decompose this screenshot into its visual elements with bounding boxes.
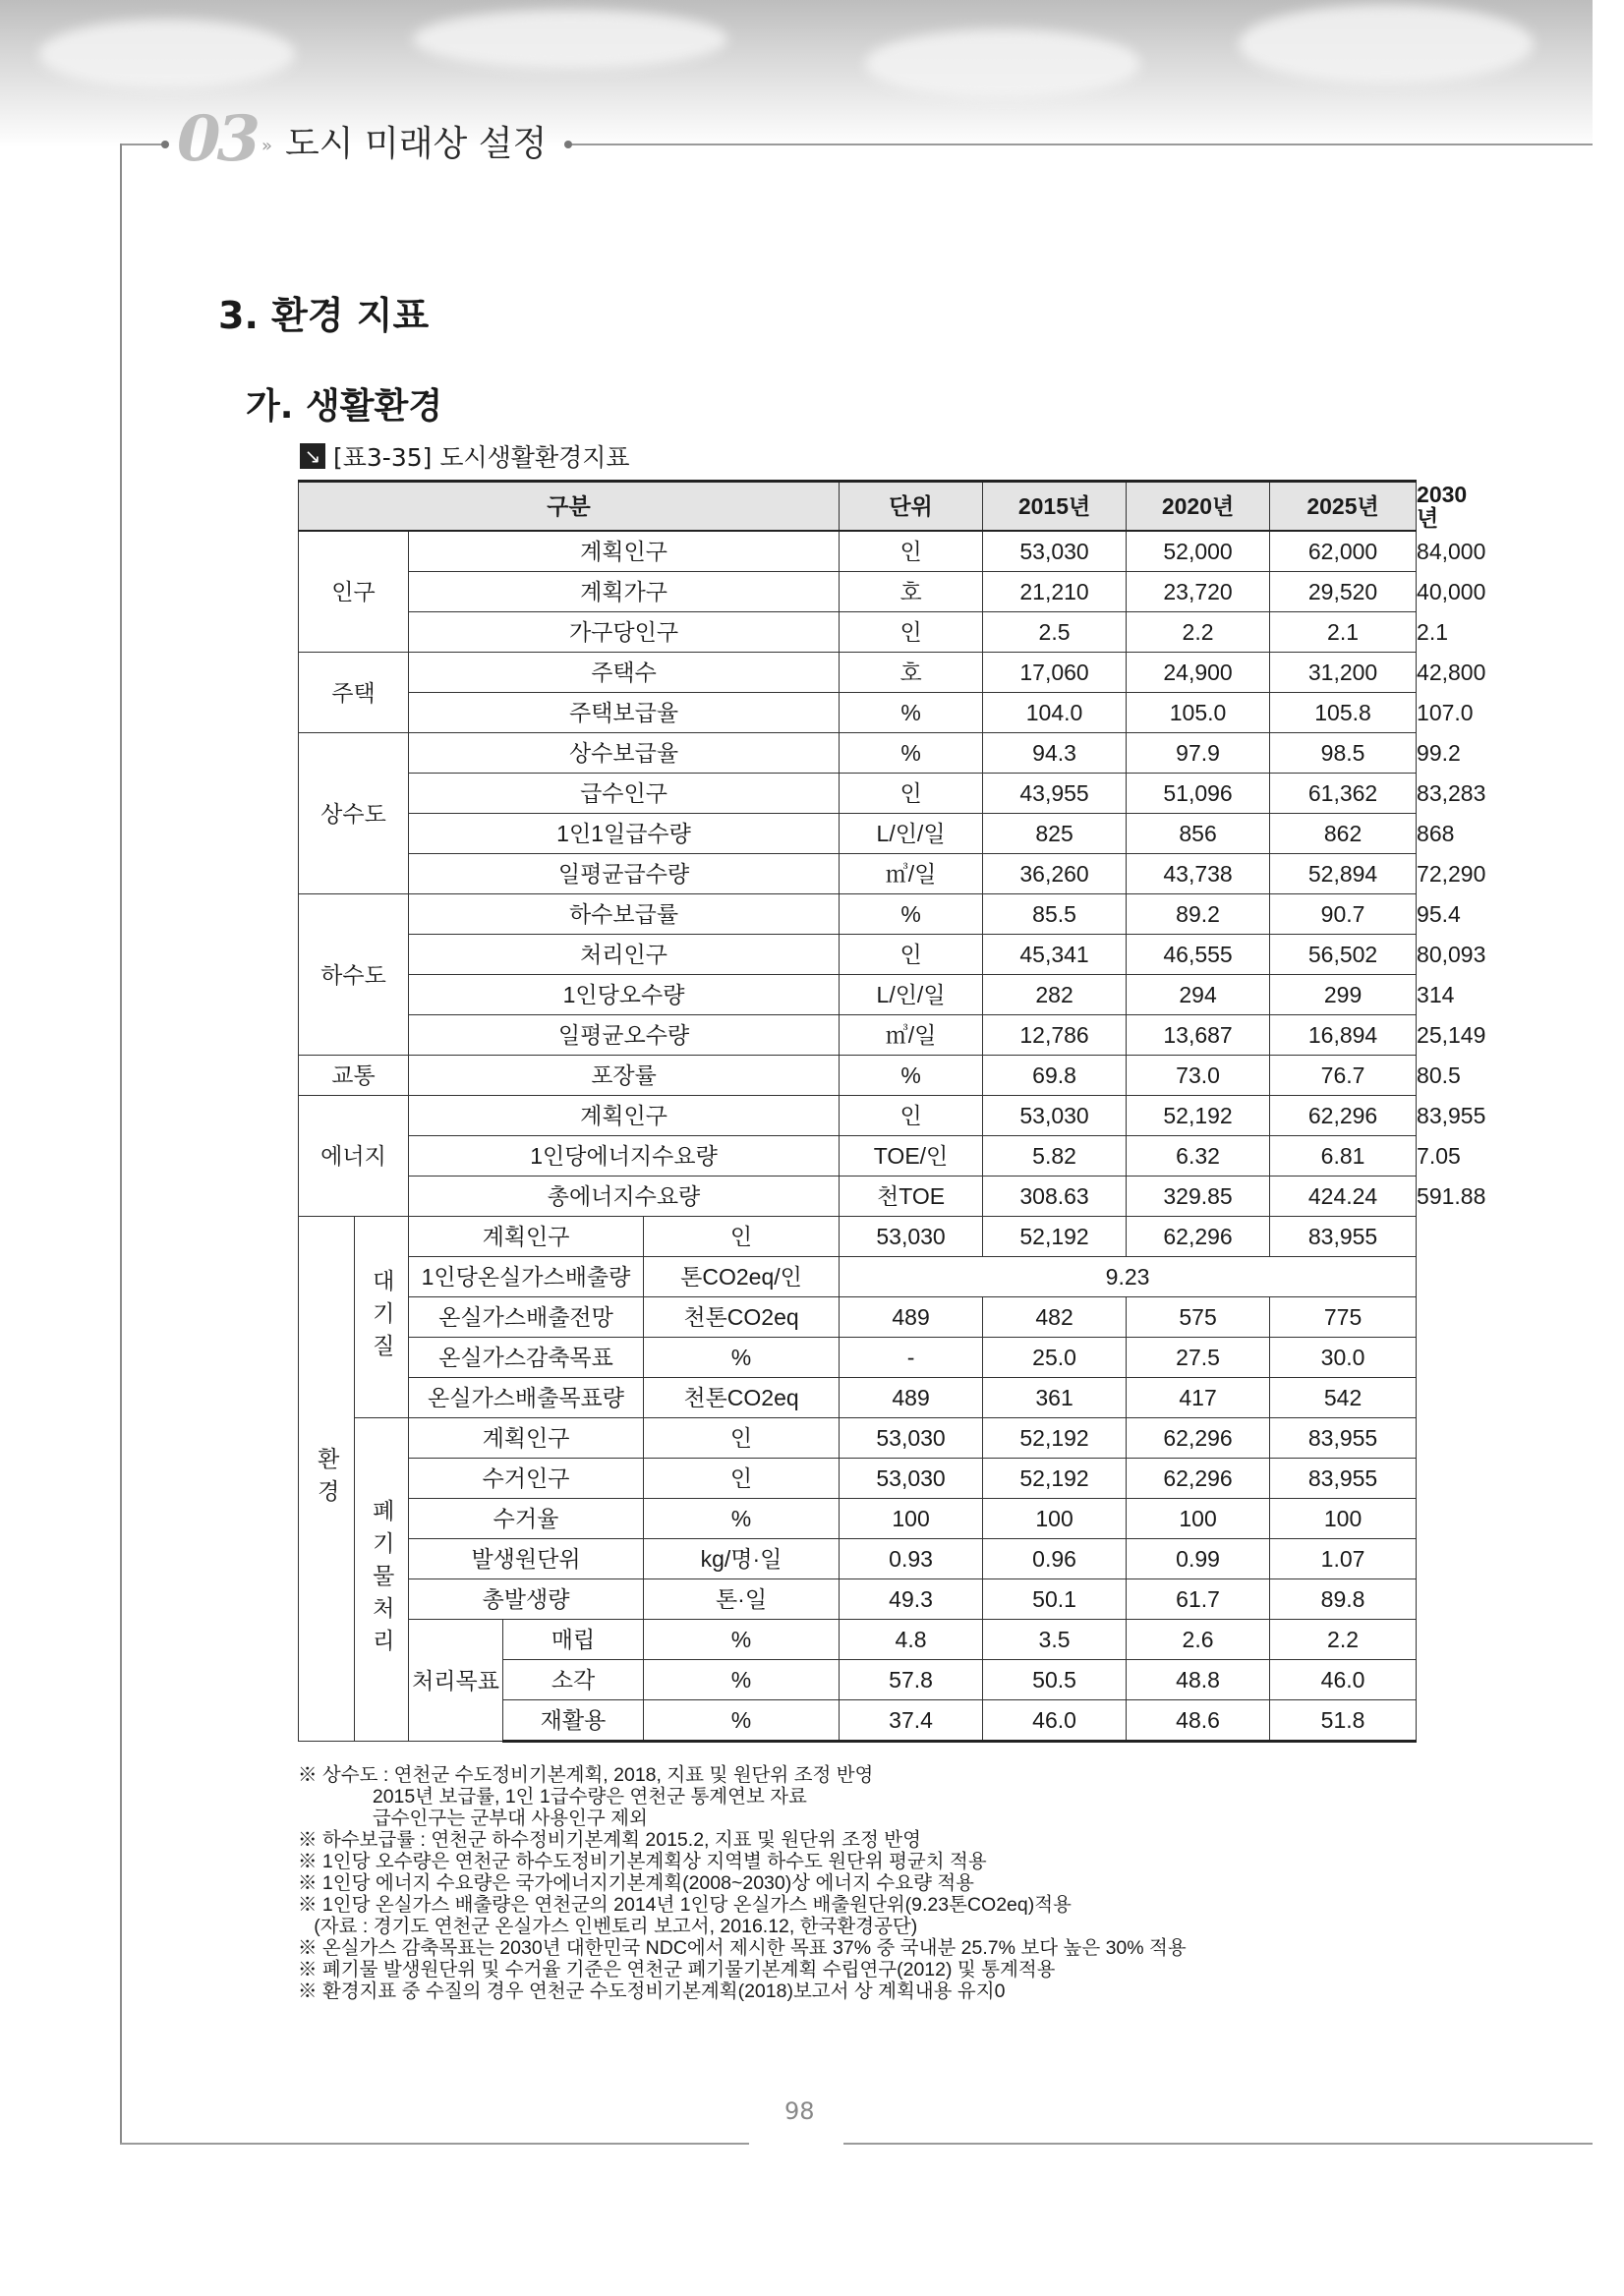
row-value: 575: [1127, 1297, 1270, 1338]
subsection-heading: 가. 생활환경: [246, 386, 443, 427]
row-value: 69.8: [983, 1056, 1127, 1096]
row-value: 29,520: [1270, 572, 1417, 612]
row-value: 73.0: [1127, 1056, 1270, 1096]
row-value: 2.2: [1270, 1620, 1417, 1660]
group-label-traffic: 교통: [299, 1056, 409, 1096]
row-unit: 인: [840, 612, 983, 653]
group-label-environment: 환경: [299, 1217, 355, 1742]
row-value: 53,030: [983, 531, 1127, 572]
row-value: 46.0: [1270, 1660, 1417, 1700]
row-value: 62,296: [1270, 1096, 1417, 1136]
row-value: 56,502: [1270, 935, 1417, 975]
row-value: 2.2: [1127, 612, 1270, 653]
row-value: 45,341: [983, 935, 1127, 975]
row-value: 104.0: [983, 693, 1127, 733]
row-value: 94.3: [983, 733, 1127, 774]
row-item-label: 가구당인구: [409, 612, 840, 653]
page-number: 98: [784, 2097, 815, 2125]
row-unit: %: [644, 1700, 840, 1742]
row-item-label: 처리인구: [409, 935, 840, 975]
row-unit: 인: [644, 1459, 840, 1499]
row-value: 21,210: [983, 572, 1127, 612]
row-value: 23,720: [1127, 572, 1270, 612]
frame-line: [570, 144, 1593, 145]
footnote-line: ※ 환경지표 중 수질의 경우 연천군 수도정비기본계획(2018)보고서 상 계획내용 유지0: [298, 1980, 1006, 2002]
row-unit: kg/명·일: [644, 1539, 840, 1579]
table-row: 일평균오수량 ㎥/일 12,786 13,687 16,894 25,149: [299, 1015, 1417, 1056]
row-item-label: 주택수: [409, 653, 840, 693]
row-item-label: 일평균오수량: [409, 1015, 840, 1056]
row-unit: 천톤CO2eq: [644, 1378, 840, 1418]
table-row: 1인당에너지수요량 TOE/인 5.82 6.32 6.81 7.05: [299, 1136, 1417, 1177]
row-value: 53,030: [840, 1459, 983, 1499]
row-unit: ㎥/일: [840, 1015, 983, 1056]
row-item-label: 온실가스배출목표량: [409, 1378, 644, 1418]
footnotes: [298, 1764, 1478, 2002]
row-value: 105.8: [1270, 693, 1417, 733]
row-value: 51.8: [1270, 1700, 1417, 1742]
row-value: 4.8: [840, 1620, 983, 1660]
table-row: 처리인구 인 45,341 46,555 56,502 80,093: [299, 935, 1417, 975]
chapter-number: 03: [177, 102, 258, 176]
row-unit: 인: [840, 774, 983, 814]
row-value: 90.7: [1270, 894, 1417, 935]
row-item-label: 1인1일급수량: [409, 814, 840, 854]
table-row: 급수인구 인 43,955 51,096 61,362 83,283: [299, 774, 1417, 814]
row-value: 27.5: [1127, 1338, 1270, 1378]
table-row: [299, 1257, 1417, 1297]
row-value: 50.1: [983, 1579, 1127, 1620]
row-value: 299: [1270, 975, 1417, 1015]
row-value: 308.63: [983, 1177, 1127, 1217]
table-header-row: 구분 단위 2015년 2020년 2025년 2030년: [299, 482, 1417, 532]
row-value: 482: [983, 1297, 1127, 1338]
header-2025: 2025년: [1270, 482, 1417, 532]
row-value: 1.07: [1270, 1539, 1417, 1579]
group-label-energy: 에너지: [299, 1096, 409, 1217]
row-value: 52,192: [983, 1459, 1127, 1499]
row-value: 100: [1127, 1499, 1270, 1539]
row-value: 3.5: [983, 1620, 1127, 1660]
row-value: 24,900: [1127, 653, 1270, 693]
row-item-label: 하수보급률: [409, 894, 840, 935]
table-row: 1인당오수량 L/인/일 282 294 299 314: [299, 975, 1417, 1015]
row-value: 43,738: [1127, 854, 1270, 894]
row-value: 424.24: [1270, 1177, 1417, 1217]
row-value: 52,894: [1270, 854, 1417, 894]
table-caption-text: [표3-35] 도시생활환경지표: [333, 443, 630, 472]
row-value: 5.82: [983, 1136, 1127, 1177]
row-item-label: 온실가스감축목표: [409, 1338, 644, 1378]
row-unit: 인: [840, 935, 983, 975]
table-row: [299, 1217, 1417, 1257]
row-unit: ㎥/일: [840, 854, 983, 894]
row-value: 43,955: [983, 774, 1127, 814]
row-unit: 인: [644, 1418, 840, 1459]
table-caption: [300, 438, 630, 474]
row-value: 53,030: [840, 1418, 983, 1459]
frame-line: [122, 144, 165, 145]
row-item-label: 매립: [503, 1620, 644, 1660]
row-unit: %: [840, 693, 983, 733]
row-value: 62,000: [1270, 531, 1417, 572]
row-unit: %: [840, 894, 983, 935]
table-row: 인구 계획인구 인 53,030 52,000 62,000 84,000: [299, 531, 1417, 572]
row-unit: 인: [840, 531, 983, 572]
row-item-label: 일평균급수량: [409, 854, 840, 894]
footnote-line: ※ 온실가스 감축목표는 2030년 대한민국 NDC에서 제시한 목표 37% 중 국내분 25.7% 보다 높은 30% 적용: [298, 1937, 1187, 1959]
row-value: 50.5: [983, 1660, 1127, 1700]
row-unit: 인: [644, 1217, 840, 1257]
footnote-line: 급수인구는 군부대 사용인구 제외: [298, 1808, 648, 1829]
table-row: [299, 1297, 1417, 1338]
bullet-dot: [161, 141, 169, 148]
row-value: 49.3: [840, 1579, 983, 1620]
row-item-label: 상수보급율: [409, 733, 840, 774]
group-label-population: 인구: [299, 531, 409, 653]
row-item-label: 계획인구: [409, 1217, 644, 1257]
row-unit: %: [644, 1620, 840, 1660]
row-value: 62,296: [1127, 1459, 1270, 1499]
row-value: 46,555: [1127, 935, 1270, 975]
row-item-label: 계획인구: [409, 1096, 840, 1136]
row-unit: 인: [840, 1096, 983, 1136]
row-value: 53,030: [983, 1096, 1127, 1136]
row-unit: 천TOE: [840, 1177, 983, 1217]
frame-line: [120, 144, 122, 2143]
row-unit: %: [644, 1499, 840, 1539]
row-value: 17,060: [983, 653, 1127, 693]
row-value: 62,296: [1127, 1418, 1270, 1459]
row-value: 361: [983, 1378, 1127, 1418]
row-item-label: 급수인구: [409, 774, 840, 814]
footnote-line: ※ 1인당 온실가스 배출량은 연천군의 2014년 1인당 온실가스 배출원단위(9.23톤CO2eq)적용: [298, 1894, 1072, 1916]
row-value: 30.0: [1270, 1338, 1417, 1378]
row-value: 856: [1127, 814, 1270, 854]
row-value: 52,192: [983, 1217, 1127, 1257]
table-row: [299, 1620, 1417, 1660]
row-item-label: 1인당에너지수요량: [409, 1136, 840, 1177]
group-label-housing: 주택: [299, 653, 409, 733]
row-value: 57.8: [840, 1660, 983, 1700]
row-value: 98.5: [1270, 733, 1417, 774]
footnote-line: ※ 폐기물 발생원단위 및 수거율 기준은 연천군 폐기물기본계획 수립연구(2012) 및 통계적용: [298, 1959, 1056, 1980]
row-unit: TOE/인: [840, 1136, 983, 1177]
group-label-air: 대기질: [355, 1217, 409, 1418]
arrow-down-right-icon: ↘: [300, 443, 325, 469]
row-value: 52,192: [983, 1418, 1127, 1459]
row-item-label: 계획인구: [409, 1418, 644, 1459]
row-value: 0.93: [840, 1539, 983, 1579]
row-value: -: [840, 1338, 983, 1378]
row-item-label: 1인당온실가스배출량: [409, 1257, 644, 1297]
row-value: 16,894: [1270, 1015, 1417, 1056]
row-value: 37.4: [840, 1700, 983, 1742]
row-item-label: 수거인구: [409, 1459, 644, 1499]
row-value: 2.1: [1270, 612, 1417, 653]
row-value: 89.2: [1127, 894, 1270, 935]
row-value: 100: [983, 1499, 1127, 1539]
row-item-label: 온실가스배출전망: [409, 1297, 644, 1338]
row-unit: L/인/일: [840, 975, 983, 1015]
row-value: 329.85: [1127, 1177, 1270, 1217]
table-row: [299, 1418, 1417, 1459]
row-value: 12,786: [983, 1015, 1127, 1056]
bullet-dot: [564, 141, 572, 148]
row-value: 31,200: [1270, 653, 1417, 693]
row-value: 417: [1127, 1378, 1270, 1418]
row-item-label: 계획인구: [409, 531, 840, 572]
row-unit: 천톤CO2eq: [644, 1297, 840, 1338]
row-value: 62,296: [1127, 1217, 1270, 1257]
row-value: 52,192: [1127, 1096, 1270, 1136]
row-value: 97.9: [1127, 733, 1270, 774]
row-value: 53,030: [840, 1217, 983, 1257]
frame-line: [120, 2143, 749, 2145]
group-label-waste: 폐기물처리: [355, 1418, 409, 1742]
row-value: 2.6: [1127, 1620, 1270, 1660]
table-row: [299, 1459, 1417, 1499]
row-value: 489: [840, 1378, 983, 1418]
row-unit: %: [644, 1660, 840, 1700]
row-value: 48.8: [1127, 1660, 1270, 1700]
row-value-merged: 9.23: [840, 1257, 1417, 1297]
table-row: [299, 1539, 1417, 1579]
section-heading: 3. 환경 지표: [218, 294, 430, 337]
header-category: 구분: [299, 482, 840, 532]
group-label-treatment: 처리목표: [409, 1620, 503, 1742]
footnote-line: ※ 하수보급률 : 연천군 하수정비기본계획 2015.2, 지표 및 원단위 조정 반영: [298, 1829, 921, 1851]
row-value: 52,000: [1127, 531, 1270, 572]
row-value: 294: [1127, 975, 1270, 1015]
row-value: 0.96: [983, 1539, 1127, 1579]
table-row: 가구당인구 인 2.5 2.2 2.1 2.1: [299, 612, 1417, 653]
table-row: 일평균급수량 ㎥/일 36,260 43,738 52,894 72,290: [299, 854, 1417, 894]
row-unit: 호: [840, 572, 983, 612]
row-value: 825: [983, 814, 1127, 854]
footnote-line: ※ 1인당 에너지 수요량은 국가에너지기본계획(2008~2030)상 에너지 수요량 적용: [298, 1872, 975, 1894]
row-unit: 톤·일: [644, 1579, 840, 1620]
row-value: 46.0: [983, 1700, 1127, 1742]
table-row: 총에너지수요량 천TOE 308.63 329.85 424.24 591.88: [299, 1177, 1417, 1217]
row-value: 542: [1270, 1378, 1417, 1418]
table-row: 상수도 상수보급율 % 94.3 97.9 98.5 99.2: [299, 733, 1417, 774]
row-item-label: 수거율: [409, 1499, 644, 1539]
row-item-label: 총에너지수요량: [409, 1177, 840, 1217]
table-row: 주택 주택수 호 17,060 24,900 31,200 42,800: [299, 653, 1417, 693]
row-value: 100: [840, 1499, 983, 1539]
table-row: [299, 1579, 1417, 1620]
footnote-line: ※ 1인당 오수량은 연천군 하수도정비기본계획상 지역별 하수도 원단위 평균치 적용: [298, 1851, 987, 1872]
row-value: 100: [1270, 1499, 1417, 1539]
row-item-label: 총발생량: [409, 1579, 644, 1620]
row-value: 83,955: [1270, 1459, 1417, 1499]
table-row: 하수도 하수보급률 % 85.5 89.2 90.7 95.4: [299, 894, 1417, 935]
chevron-right-icon: »: [261, 136, 273, 156]
row-value: 76.7: [1270, 1056, 1417, 1096]
row-item-label: 포장률: [409, 1056, 840, 1096]
row-value: 89.8: [1270, 1579, 1417, 1620]
row-value: 83,955: [1270, 1418, 1417, 1459]
row-value: 61,362: [1270, 774, 1417, 814]
table-row: 1인1일급수량 L/인/일 825 856 862 868: [299, 814, 1417, 854]
footnote-line: (자료 : 경기도 연천군 온실가스 인벤토리 보고서, 2016.12, 한국환경공단): [298, 1916, 918, 1937]
row-item-label: 계획가구: [409, 572, 840, 612]
frame-line: [843, 2143, 1593, 2145]
table-row: 에너지 계획인구 인 53,030 52,192 62,296 83,955: [299, 1096, 1417, 1136]
group-label-sewage: 하수도: [299, 894, 409, 1056]
row-item-label: 재활용: [503, 1700, 644, 1742]
row-value: 282: [983, 975, 1127, 1015]
row-value: 6.81: [1270, 1136, 1417, 1177]
row-value: 51,096: [1127, 774, 1270, 814]
row-value: 0.99: [1127, 1539, 1270, 1579]
header-unit: 단위: [840, 482, 983, 532]
table-row: 주택보급율 % 104.0 105.0 105.8 107.0: [299, 693, 1417, 733]
row-value: 775: [1270, 1297, 1417, 1338]
row-unit: L/인/일: [840, 814, 983, 854]
table-row: [299, 1499, 1417, 1539]
header-2015: 2015년: [983, 482, 1127, 532]
chapter-title: 도시 미래상 설정: [285, 124, 548, 164]
row-value: 83,955: [1270, 1217, 1417, 1257]
row-item-label: 소각: [503, 1660, 644, 1700]
header-2020: 2020년: [1127, 482, 1270, 532]
table-row: 계획가구 호 21,210 23,720 29,520 40,000: [299, 572, 1417, 612]
row-value: 61.7: [1127, 1579, 1270, 1620]
row-value: 13,687: [1127, 1015, 1270, 1056]
row-item-label: 발생원단위: [409, 1539, 644, 1579]
row-item-label: 1인당오수량: [409, 975, 840, 1015]
group-label-water: 상수도: [299, 733, 409, 894]
row-value: 6.32: [1127, 1136, 1270, 1177]
table-row: [299, 1338, 1417, 1378]
environment-indicator-table: [298, 480, 1486, 1743]
row-value: 489: [840, 1297, 983, 1338]
row-value: 25.0: [983, 1338, 1127, 1378]
row-value: 2.5: [983, 612, 1127, 653]
footnote-line: ※ 상수도 : 연천군 수도정비기본계획, 2018, 지표 및 원단위 조정 반영: [298, 1764, 874, 1786]
row-value: 105.0: [1127, 693, 1270, 733]
row-unit: %: [644, 1338, 840, 1378]
table-row: 교통 포장률 % 69.8 73.0 76.7 80.5: [299, 1056, 1417, 1096]
row-unit: %: [840, 1056, 983, 1096]
row-unit: 호: [840, 653, 983, 693]
footnote-line: 2015년 보급률, 1인 1급수량은 연천군 통계연보 자료: [298, 1786, 807, 1808]
row-value: 36,260: [983, 854, 1127, 894]
row-value: 48.6: [1127, 1700, 1270, 1742]
row-value: 862: [1270, 814, 1417, 854]
row-unit: 톤CO2eq/인: [644, 1257, 840, 1297]
row-unit: %: [840, 733, 983, 774]
row-item-label: 주택보급율: [409, 693, 840, 733]
table-row: [299, 1378, 1417, 1418]
row-value: 85.5: [983, 894, 1127, 935]
